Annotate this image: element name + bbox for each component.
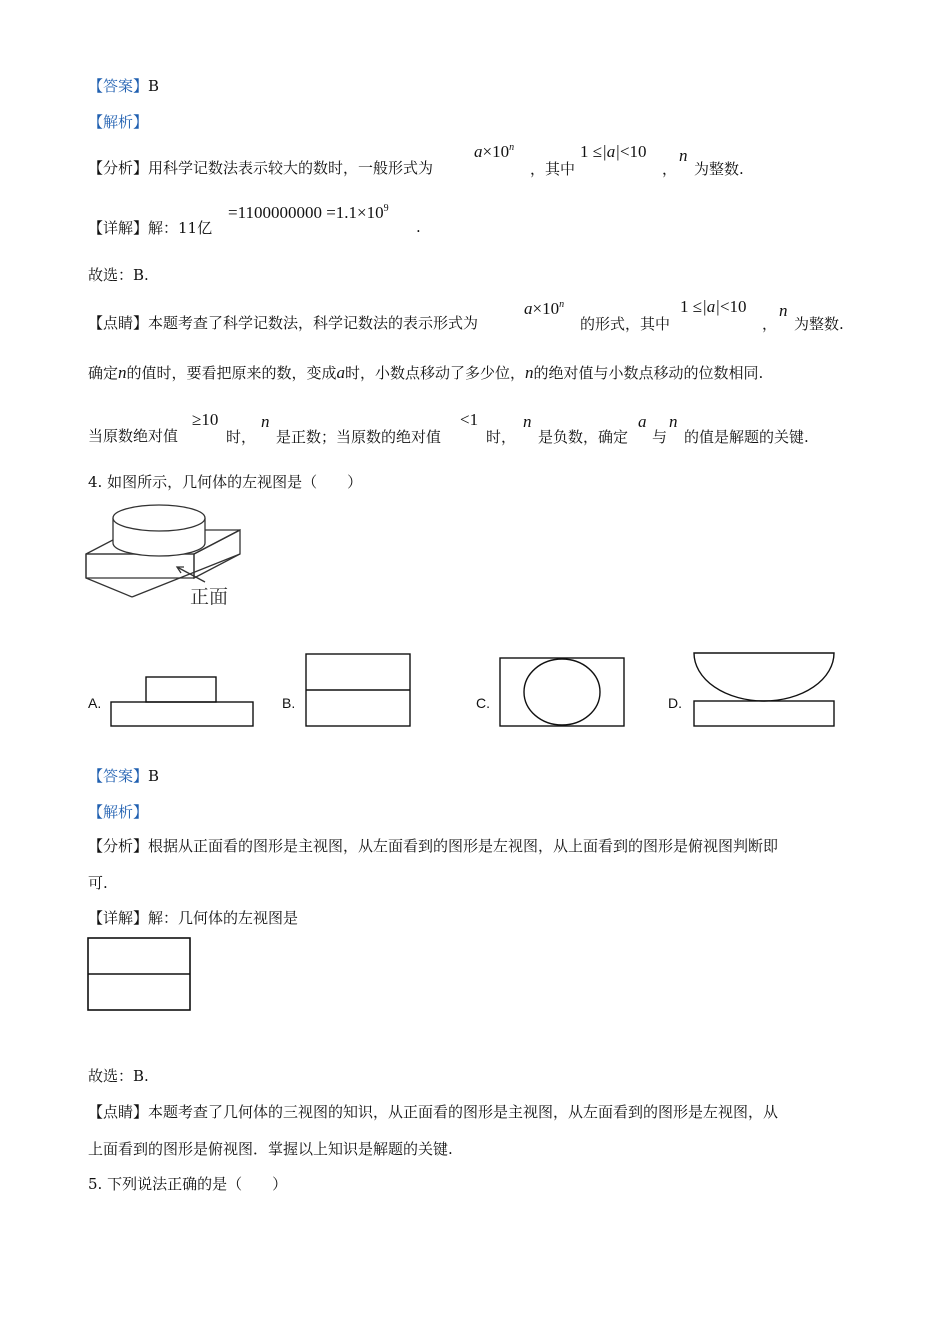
- q4-xiangjie-text: 解：几何体的左视图是: [148, 909, 299, 927]
- dj-l3-n: n: [261, 412, 270, 431]
- q4-choose: 故选：B.: [88, 1067, 149, 1085]
- q4-fenxi-tag: 【分析】: [88, 837, 149, 855]
- option-d-label[interactable]: D.: [668, 695, 682, 711]
- dj-ge10: ≥10: [192, 410, 219, 429]
- front-label: 正面: [190, 586, 229, 608]
- q5-question: 5. 下列说法正确的是（ ）: [88, 1175, 288, 1193]
- dj-l3-5: 是负数，确定: [538, 428, 629, 446]
- answer-tag: 【答案】: [88, 77, 149, 95]
- dj-text-4: 为整数.: [794, 315, 844, 333]
- formula-value: =1100000000 =1.1×10: [228, 203, 384, 222]
- fenxi-text-1: 用科学记数法表示较大的数时，一般形式为: [148, 159, 434, 177]
- option-a-label[interactable]: A.: [88, 695, 102, 711]
- analysis-tag: 【解析】: [88, 113, 149, 131]
- fenxi-tag: 【分析】: [88, 159, 149, 177]
- dianjing-tag: 【点睛】: [88, 314, 149, 332]
- xiangjie-tag: 【详解】: [88, 219, 149, 237]
- dj-l3-n3: n: [669, 412, 678, 431]
- dj-var-n: n: [779, 301, 788, 320]
- dj-l3-7: 的值是解题的关键.: [684, 428, 809, 446]
- q4-answer-value: B: [148, 767, 160, 785]
- q4-answer-tag: 【答案】: [88, 767, 149, 785]
- dj-cond-le: ≤: [692, 297, 703, 316]
- dj-l2-4: 的绝对值与小数点移动的位数相同.: [533, 364, 764, 382]
- var-n: n: [679, 146, 688, 165]
- dj-line-3-start: 当原数绝对值: [88, 427, 179, 445]
- dj-formula-a: a: [524, 299, 533, 318]
- dj-text-3: ，: [762, 315, 778, 333]
- fenxi-text-3: ，: [662, 160, 678, 178]
- dj-formula-n: n: [559, 299, 565, 310]
- q4-fenxi-text: 根据从正面看的图形是主视图，从左面看到的图形是左视图，从上面看到的图形是俯视图判断即: [148, 837, 779, 855]
- cond-1: 1: [580, 142, 589, 161]
- dj-l3-n2: n: [523, 412, 532, 431]
- fenxi-text-4: 为整数.: [694, 160, 744, 178]
- dj-l2-2: 的值时，要看把原来的数，变成: [126, 364, 337, 382]
- fenxi-text-2: ，其中: [530, 160, 576, 178]
- option-c-label[interactable]: C.: [476, 695, 490, 711]
- q4-fenxi-cont: 可.: [88, 874, 108, 892]
- xiangjie-end: .: [416, 218, 421, 236]
- q4-dianjing: [88, 1102, 778, 1122]
- formula-times10: ×10: [482, 142, 510, 161]
- dj-text-2: 的形式，其中: [580, 315, 671, 333]
- formula-n: n: [509, 142, 515, 153]
- q4-question: 4. 如图所示，几何体的左视图是（ ）: [88, 473, 363, 491]
- dj-l2-n: n: [118, 363, 127, 382]
- cond-lt10: <10: [619, 142, 647, 161]
- answer-value: B: [148, 77, 160, 95]
- dj-l2-n2: n: [525, 363, 534, 382]
- option-b-label[interactable]: B.: [282, 695, 296, 711]
- dj-l2-3: 时，小数点移动了多少位，: [345, 364, 526, 382]
- q3-choose: 故选：B.: [88, 266, 149, 284]
- cond-le: ≤: [592, 142, 603, 161]
- dj-l3-4: 时，: [486, 428, 517, 446]
- dj-l3-a: a: [638, 412, 647, 431]
- dj-cond-a: |a|: [702, 297, 720, 316]
- xiangjie-text: 解：11亿: [148, 219, 213, 237]
- dj-lt1: <1: [460, 410, 479, 429]
- dj-text-1: 本题考查了科学记数法，科学记数法的表示形式为: [148, 314, 479, 332]
- q4-dj-text-2: 上面看到的图形是俯视图．掌握以上知识是解题的关键.: [88, 1140, 453, 1158]
- dj-l2-a: a: [336, 363, 346, 382]
- formula-exponent: 9: [383, 203, 389, 214]
- dj-l3-6: 与: [652, 428, 668, 446]
- q4-analysis-tag: 【解析】: [88, 803, 149, 821]
- q4-xiangjie-tag: 【详解】: [88, 909, 149, 927]
- dj-l2-1: 确定: [88, 364, 119, 382]
- dj-cond-lt10: <10: [719, 297, 747, 316]
- dj-cond-1: 1: [680, 297, 689, 316]
- dj-l3-3: 是正数；当原数的绝对值: [276, 428, 442, 446]
- q4-dianjing-tag: 【点睛】: [88, 1103, 149, 1121]
- cond-a: |a|: [602, 142, 620, 161]
- dj-formula-times10: ×10: [532, 299, 560, 318]
- dj-l3-2: 时，: [226, 428, 257, 446]
- q4-dj-text-1: 本题考查了几何体的三视图的知识，从正面看的图形是主视图，从左面看到的图形是左视图，从: [148, 1103, 779, 1121]
- formula-a: a: [474, 142, 483, 161]
